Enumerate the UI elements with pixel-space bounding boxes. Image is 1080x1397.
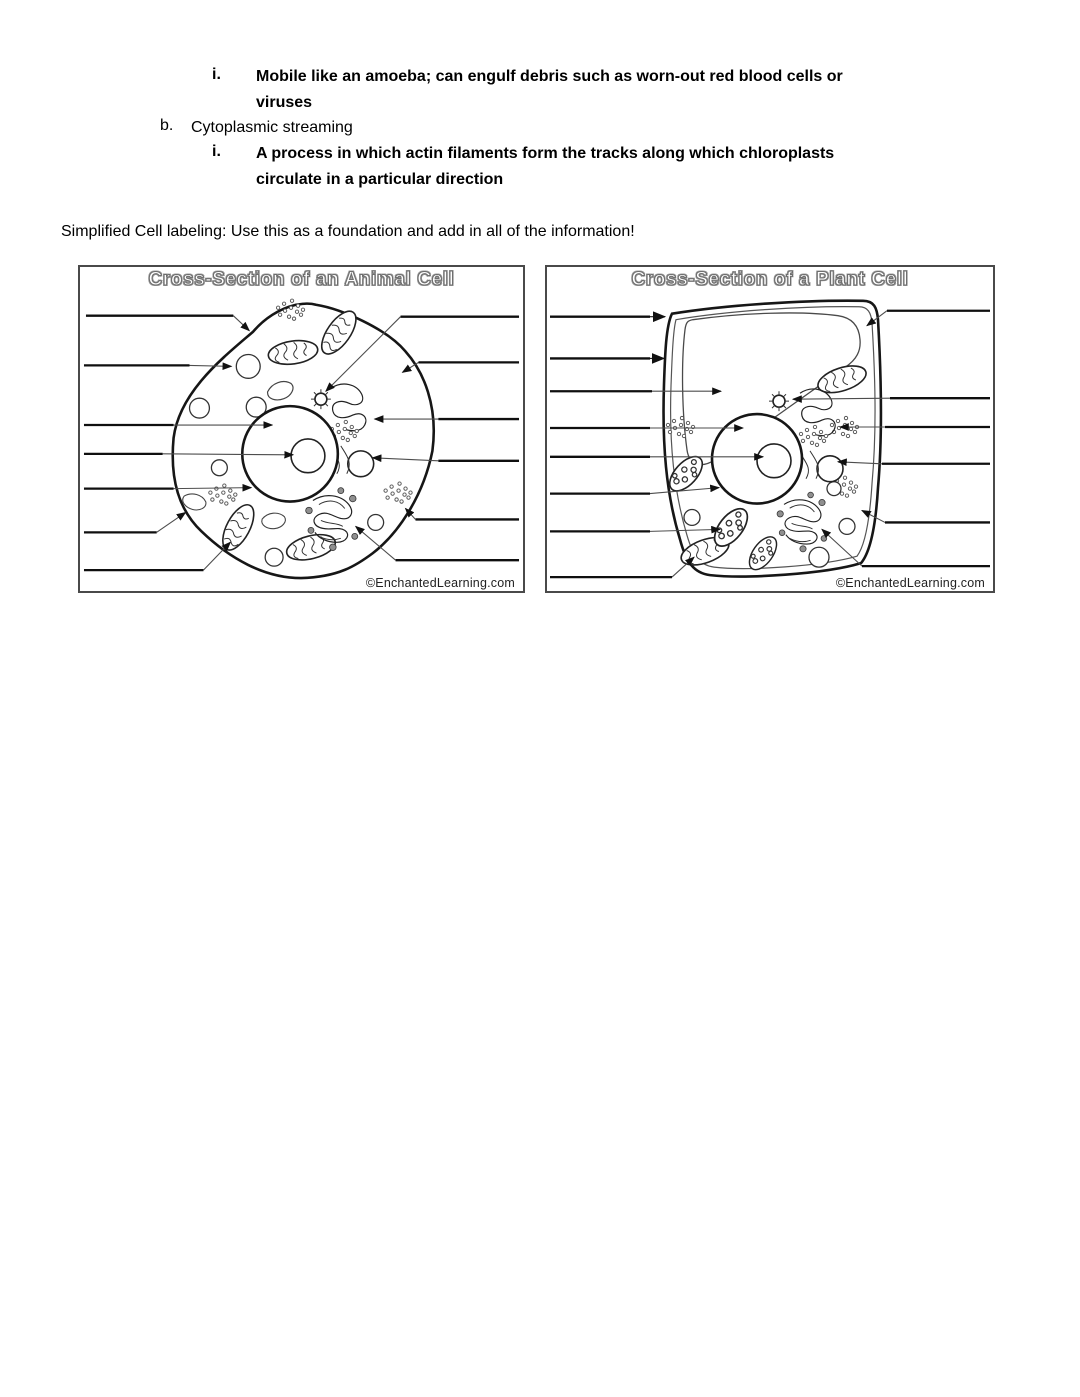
animal-cell-title: Cross-Section of an Animal Cell [148, 269, 455, 290]
lysosome-icon [265, 548, 283, 566]
outline-marker-1: i. [212, 66, 221, 83]
outline-marker-3: i. [212, 143, 221, 160]
lysosome-icon [827, 482, 841, 496]
plant-credit: ©EnchantedLearning.com [833, 576, 985, 590]
plant-cell-diagram [547, 267, 993, 591]
animal-credit: ©EnchantedLearning.com [363, 576, 515, 590]
animal-cell-diagram [80, 267, 523, 591]
lysosome-icon [368, 514, 384, 530]
nucleolus-icon [291, 439, 325, 473]
intro-sentence: Simplified Cell labeling: Use this as a foundation and add in all of the information! [61, 223, 635, 240]
lysosome-icon [809, 547, 829, 567]
animal-cell-figure [78, 265, 525, 593]
outline-text-1b: viruses [256, 94, 313, 111]
plant-cell-title: Cross-Section of a Plant Cell [631, 269, 909, 290]
lysosome-icon [211, 460, 227, 476]
lysosome-icon [190, 398, 210, 418]
lysosome-icon [236, 354, 260, 378]
outline-text-2: Cytoplasmic streaming [191, 119, 353, 136]
centrosome-icon [769, 391, 789, 411]
nucleolus-icon [757, 444, 791, 478]
outline-text-3b: circulate in a particular direction [256, 171, 504, 188]
plant-cell-figure [545, 265, 995, 593]
lysosome-icon [684, 510, 700, 526]
outline-marker-2: b. [160, 117, 174, 134]
outline-text-1a: Mobile like an amoeba; can engulf debris such as worn-out red blood cells or [256, 68, 843, 85]
outline-text-3a: A process in which actin filaments form the tracks along which chloroplasts [256, 145, 835, 162]
lysosome-icon [839, 518, 855, 534]
